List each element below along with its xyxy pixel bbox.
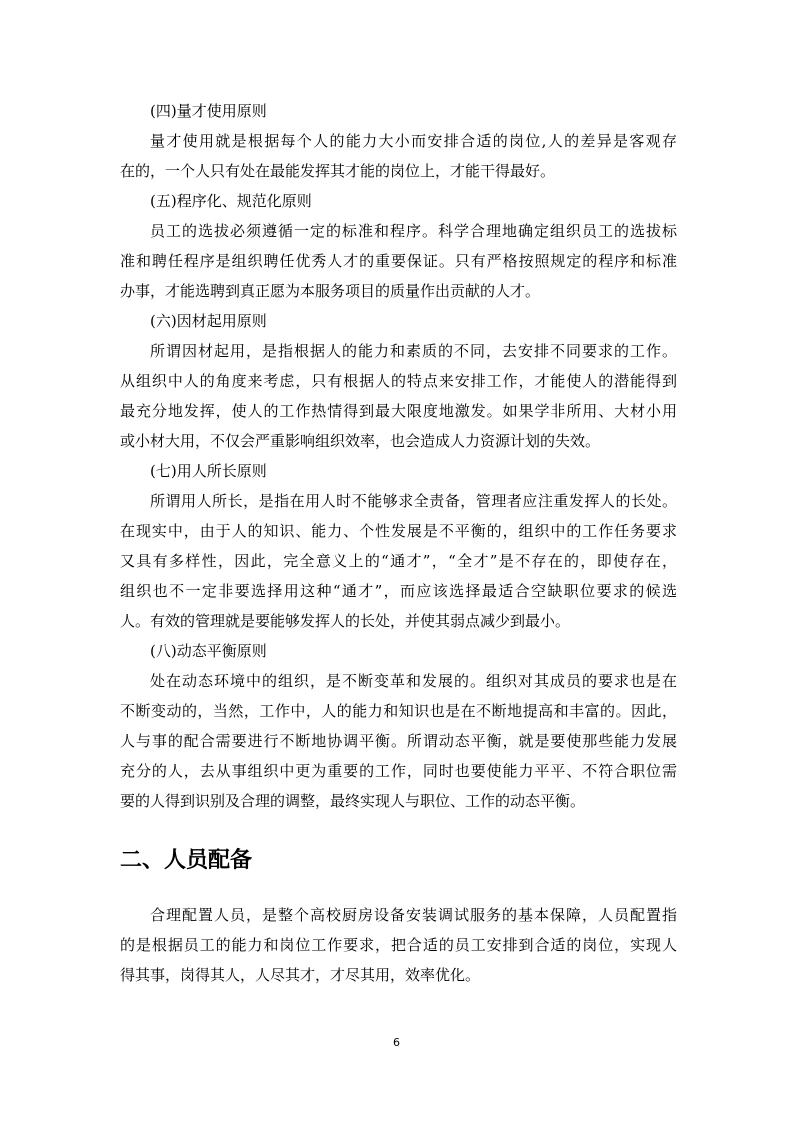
paragraph-line: 处在动态环境中的组织，是不断变革和发展的。组织对其成员的要求也是在	[150, 672, 677, 690]
page-content	[120, 96, 677, 990]
paragraph-line: 或小材大用，不仅会严重影响组织效率，也会造成人力资源计划的失效。	[120, 432, 601, 450]
paragraph-line: 不断变动的，当然，工作中，人的能力和知识也是在不断地提高和丰富的。因此，	[120, 702, 677, 720]
paragraph-line: 合理配置人员，是整个高校厨房设备安装调试服务的基本保障，人员配置指	[150, 906, 677, 924]
chapter-title: 二、人员配备	[120, 848, 253, 873]
paragraph-line: 人。有效的管理就是要能够发挥人的长处，并使其弱点减少到最小。	[120, 612, 571, 630]
paragraph-line: 办事，才能选聘到真正愿为本服务项目的质量作出贡献的人才。	[120, 282, 541, 300]
paragraph-line: 准和聘任程序是组织聘任优秀人才的重要保证。只有严格按照规定的程序和标准	[120, 252, 677, 270]
paragraph-line: 员工的选拔必须遵循一定的标准和程序。科学合理地确定组织员工的选拔标	[150, 222, 677, 240]
paragraph-line: 得其事，岗得其人，人尽其才，才尽其用，效率优化。	[120, 966, 481, 984]
paragraph-line: 充分的人，去从事组织中更为重要的工作，同时也要使能力平平、不符合职位需	[120, 762, 677, 780]
paragraph-line: 人与事的配合需要进行不断地协调平衡。所谓动态平衡，就是要使那些能力发展	[120, 732, 677, 750]
paragraph-line: 所谓用人所长，是指在用人时不能够求全责备，管理者应注重发挥人的长处。	[150, 492, 677, 510]
paragraph-line: 最充分地发挥，使人的工作热情得到最大限度地激发。如果学非所用、大材小用	[120, 402, 677, 420]
section-heading-4: (四)量才使用原则	[150, 102, 267, 120]
section-heading-7: (七)用人所长原则	[150, 462, 267, 480]
paragraph-line: 的是根据员工的能力和岗位工作要求，把合适的员工安排到合适的岗位，实现人	[120, 936, 677, 954]
paragraph-line: 量才使用就是根据每个人的能力大小而安排合适的岗位,人的差异是客观存	[150, 132, 677, 150]
paragraph-line: 所谓因材起用，是指根据人的能力和素质的不同，去安排不同要求的工作。	[150, 342, 677, 360]
paragraph-line: 在的，一个人只有处在最能发挥其才能的岗位上，才能干得最好。	[120, 162, 556, 180]
paragraph-line: 组织也不一定非要选择用这种“通才”，而应该选择最适合空缺职位要求的候选	[120, 582, 677, 600]
section-heading-6: (六)因材起用原则	[150, 312, 267, 330]
section-heading-5: (五)程序化、规范化原则	[150, 192, 312, 210]
section-heading-8: (八)动态平衡原则	[150, 642, 267, 660]
page-number: 6	[393, 1036, 400, 1049]
paragraph-line: 要的人得到识别及合理的调整，最终实现人与职位、工作的动态平衡。	[120, 792, 586, 810]
paragraph-line: 从组织中人的角度来考虑，只有根据人的特点来安排工作，才能使人的潜能得到	[120, 372, 677, 390]
paragraph-line: 在现实中，由于人的知识、能力、个性发展是不平衡的，组织中的工作任务要求	[120, 522, 677, 540]
paragraph-line: 又具有多样性，因此，完全意义上的“通才”，“全才”是不存在的，即使存在，	[120, 552, 677, 570]
